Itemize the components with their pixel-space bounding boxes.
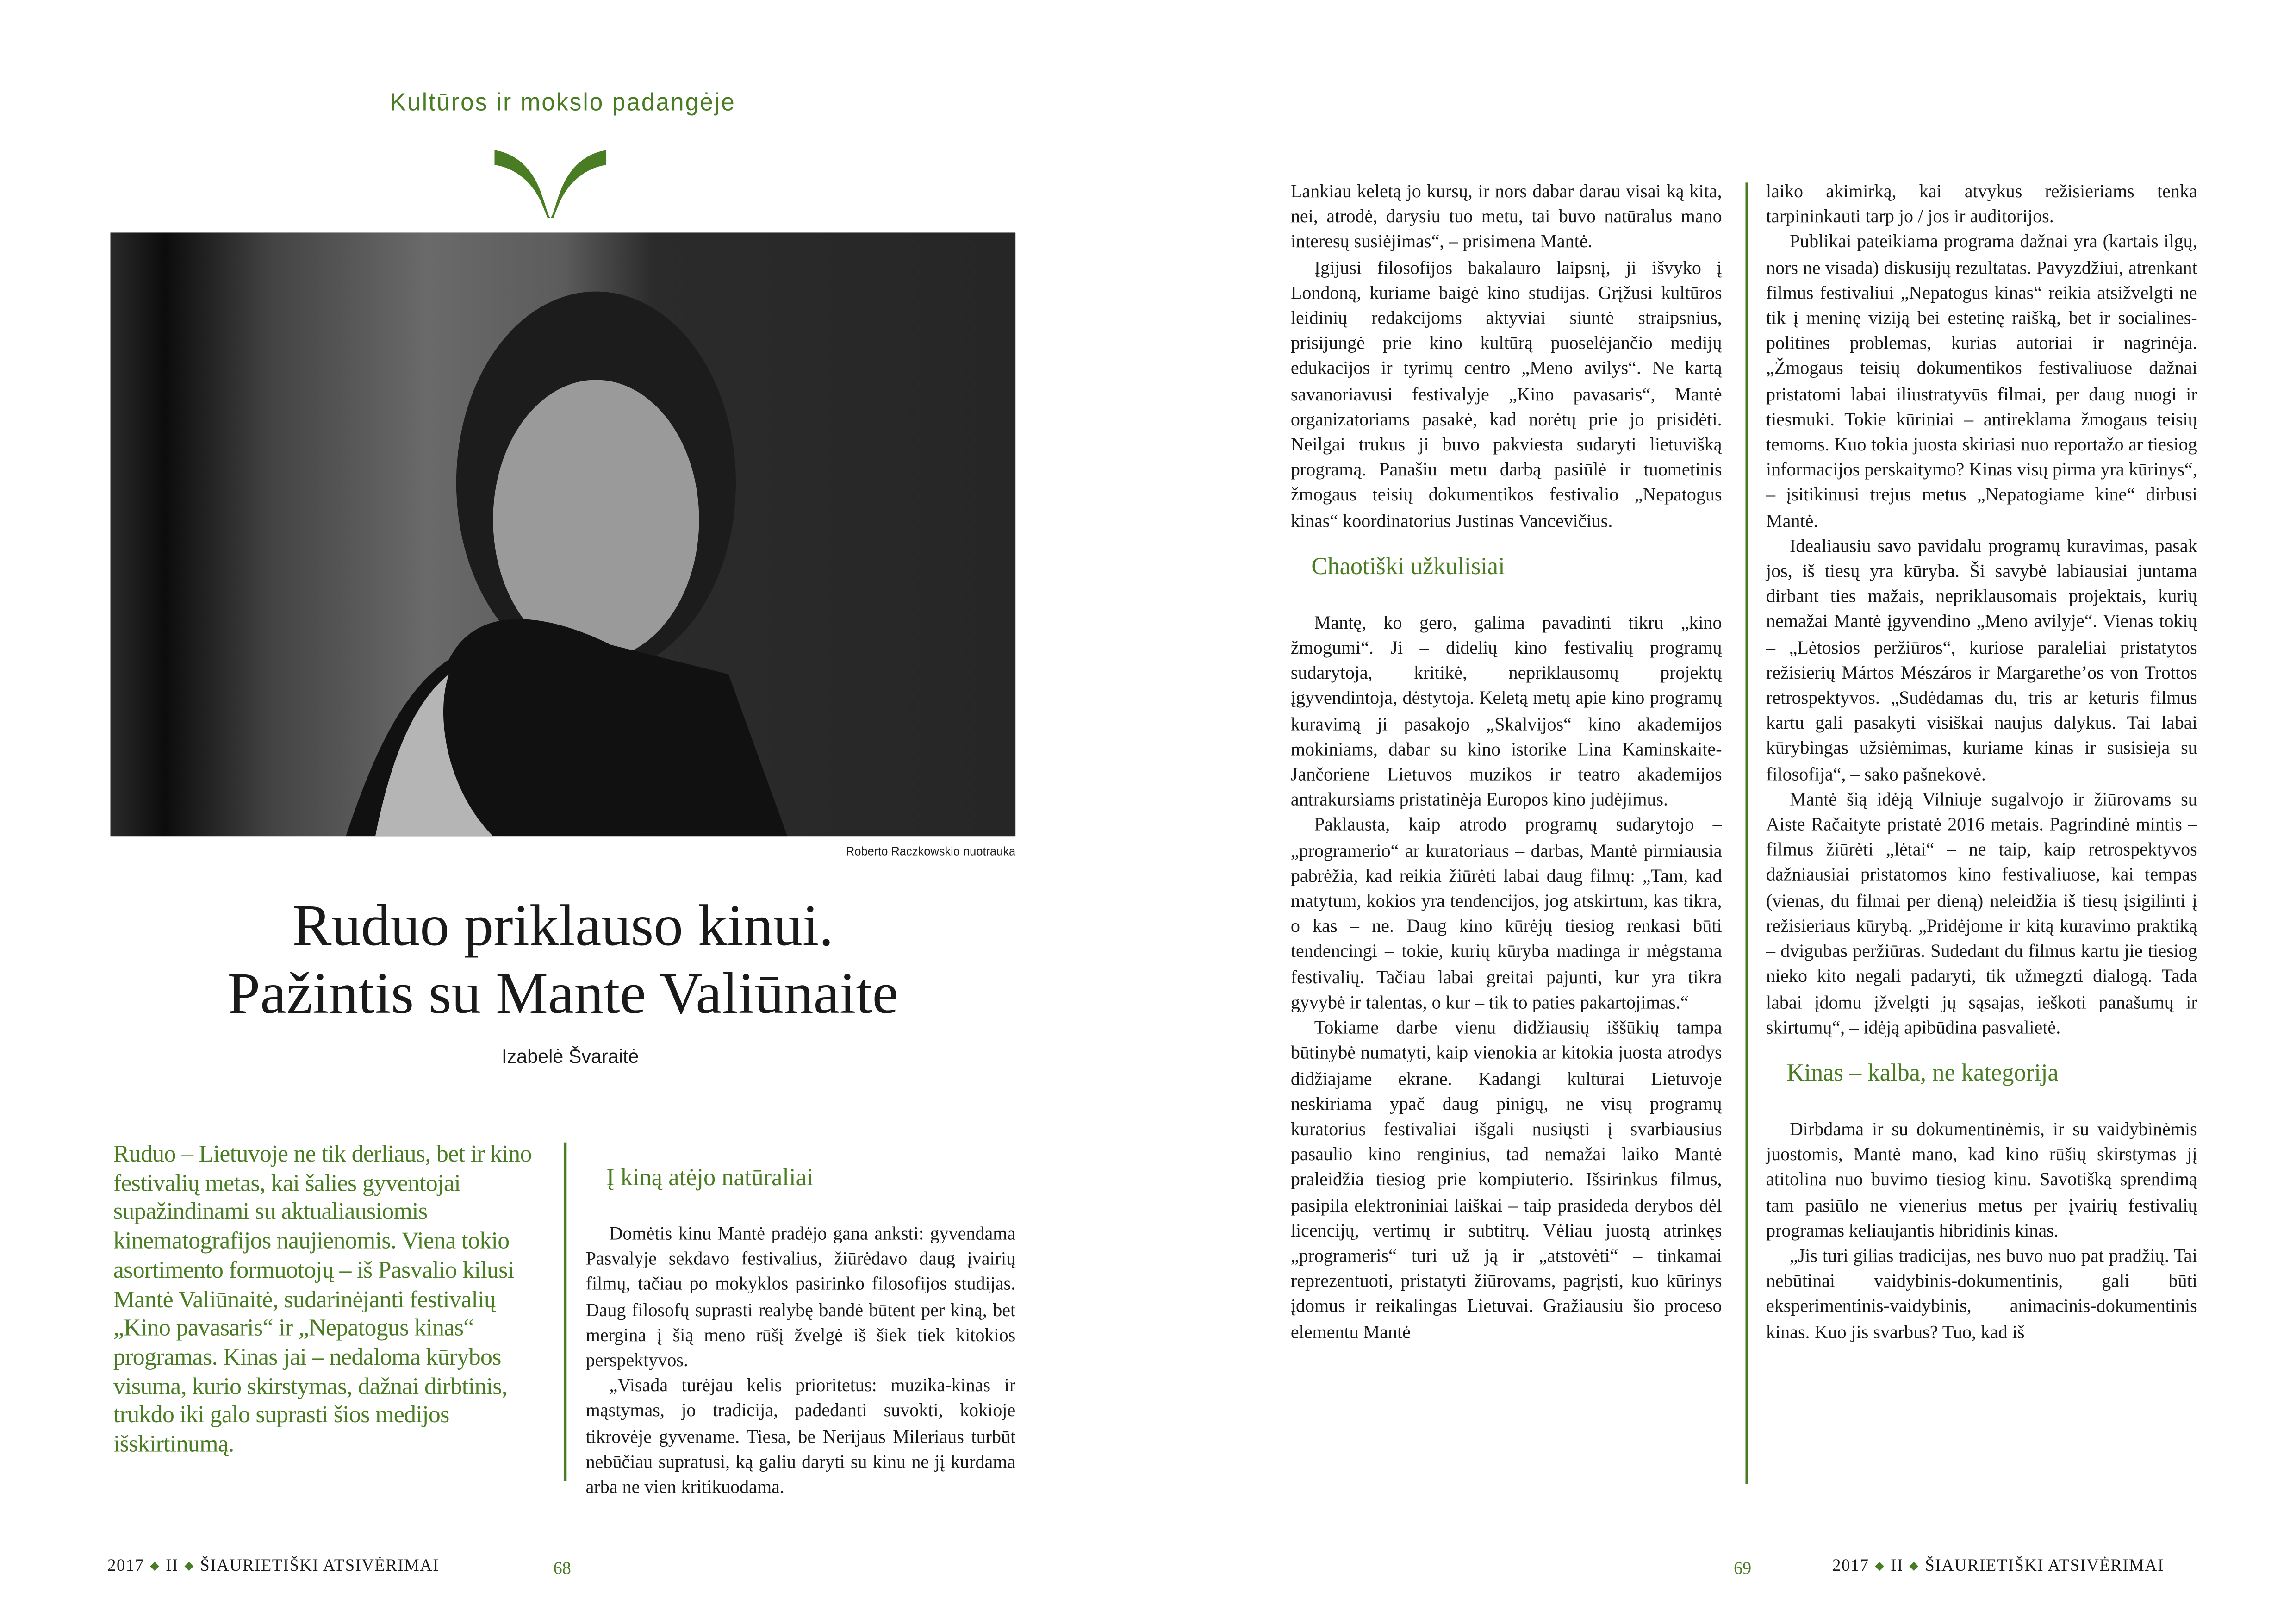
footer-magazine: ŠIAURIETIŠKI ATSIVĖRIMAI bbox=[200, 1557, 440, 1575]
section-title: Kultūros ir mokslo padangėje bbox=[390, 88, 736, 117]
column-divider bbox=[564, 1143, 566, 1481]
paragraph: Domėtis kinu Mantė pradėjo gana anksti: gyvendama Pasvalyje sekdavo festivalius, žiūrėdavo daug įvairių filmų, tačiau po mokyklos pasirinko filosofijos studijas. Daug filosofų suprasti realybę bandė būtent per kiną, bet mergina į šią meno rūšį žvelgė iš šiek tiek kitokios perspektyvos. bbox=[585, 1223, 1016, 1371]
subheading: Kinas – kalba, ne kategorija bbox=[1786, 1058, 2059, 1087]
paragraph: laiko akimirką, kai atvykus režisieriams tenka tarpininkauti tarp jo / jos ir auditorijos. bbox=[1766, 181, 2197, 227]
author-name: Izabelė Švaraitė bbox=[501, 1045, 639, 1068]
page-number-left: 68 bbox=[553, 1557, 571, 1578]
paragraph: Mantė šią idėją Vilniuje sugalvojo ir žiūrovams su Aiste Račaityte pristatė 2016 metais. Pagrindinė mintis – filmus žiūrėti „lėtai“ – ne taip, kaip retrospektyvos dažniausiai pristatomos kino festivaliuose, kai tempas (vienas, du filmai per dieną) neleidžia iš tiesų įsigilinti į režisieriaus kūrybą. „Pridėjome ir kitą kuravimo praktiką – dvigubas peržiūras. Sudedant du filmus kartu jie tiesiog nieko kito negali padaryti, tik užmegzti dialogą. Tada labai įdomu įžvelgti jų sąsajas, ieškoti panašumų ir skirtumų“, – idėją apibūdina pasvalietė. bbox=[1766, 789, 2197, 1037]
paragraph: Idealiausiu savo pavidalu programų kuravimas, pasak jos, iš tiesų yra kūryba. Ši savybė labiausiai juntama dirbant ties mažais, nepriklausomais projektais, kurių nemažai Mantė įgyvendino „Meno avilyje“. Vienas tokių – „Lėtosios peržiūros“, kuriose paraleliai pristatytos režisierių Mártos Mészáros ir Margarethe’os von Trottos retrospektyvos. „Sudėdamas du, tris ar keturis filmus kartu gali pasakyti visiškai naujus dalykus. Tai labai kūrybingas užsiėmimas, kuriame kinas ir susisieja su filosofija“, – sako pašnekovė. bbox=[1766, 536, 2197, 784]
paragraph: Įgijusi filosofijos bakalauro laipsnį, ji išvyko į Londoną, kuriame baigė kino studijas. Grįžusi kultūros leidinių redakcijoms aktyviai siuntė straipsnius, prisijungė prie kino kultūrą puoselėjančio medijų edukacijos ir tyrimų centro „Meno avilys“. Ne kartą savanoriavusi festivalyje „Kino pavasaris“, Mantė organizatoriams pasakė, kad norėtų prie jo prisidėti. Neilgai trukus ji buvo pakviesta sudaryti lietuvišką programą. Panašiu metu darbą pasiūlė ir tuometinis žmogaus teisių dokumentikos festivalio „Nepatogus kinas“ koordinatorius Justinas Vancevičius. bbox=[1290, 257, 1722, 531]
paragraph: Paklausta, kaip atrodo programų sudarytojo – „programerio“ ar kuratoriaus – darbas, Mantė pirmiausia pabrėžia, kad reikia žiūrėti labai daug filmų: „Tam, kad matytum, kokios yra tendencijos, jog atskirtum, kas tikra, o kas – ne. Daug kino kūrėjų tiesiog renkasi būti tendencingi – tokie, kurių kūryba madinga ir mėgstama festivalių. Tačiau labai greitai pajunti, kur yra tikra gyvybė ir talentas, o kur – tik to paties pakartojimas.“ bbox=[1290, 815, 1722, 1013]
footer-issue: II bbox=[1891, 1557, 1904, 1575]
footer-folio-right bbox=[1832, 1557, 2164, 1575]
paragraph: Tokiame darbe vienu didžiausių iššūkių tampa būtinybė numatyti, kaip vienokia ar kitokia juosta atrodys didžiajame ekrane. Kadangi kultūrai Lietuvoje neskiriama ypač daug pinigų, ne visų programų kuratorius festivaliai išgali nusiųsti į svarbiausius pasaulio kino renginius, tad nemažai laiko Mantė praleidžia tiesiog prie kompiuterio. Išsirinkus filmus, pasipila elektroniniai laiškai – taip prasideda derybos dėl licencijų, vertimų ir subtitrų. Vėliau juostą atrinkęs „programeris“ turi už ją ir „atstovėti“ – tinkamai reprezentuoti, pristatyti žiūrovams, pagrįsti, kuo kūrinys įdomus ir reikalingas Lietuvai. Gražiausiu šio proceso elementu Mantė bbox=[1290, 1017, 1722, 1342]
paragraph: Dirbdama ir su dokumentinėmis, ir su vaidybinėmis juostomis, Mantė mano, kad kino rūšių skirstymas jį atitolina nuo buvimo tiesiog kinu. Savotišką sprendimą tam pasiūlo ne vienerius metus per įvairių festivalių programas keliaujantis hibridinis kinas. bbox=[1766, 1118, 2197, 1241]
title-line: Pažintis su Mante Valiūnaite bbox=[227, 960, 899, 1026]
text-column bbox=[1766, 180, 2197, 1345]
leaf-logo-icon bbox=[494, 150, 606, 218]
subheading: Chaotiški užkulisiai bbox=[1311, 552, 1505, 580]
footer-year: 2017 bbox=[1832, 1557, 1869, 1575]
paragraph: „Jis turi gilias tradicijas, nes buvo nuo pat pradžių. Tai nebūtinai vaidybinis-dokumentinis, gali būti eksperimentinis-vaidybinis, animacinis-dokumentinis kinas. Kuo jis svarbus? Tuo, kad iš bbox=[1766, 1245, 2197, 1342]
paragraph: Publikai pateikiama programa dažnai yra (kartais ilgų, nors ne visada) diskusijų rezultatas. Pavyzdžiui, atrenkant filmus festivaliui „Nepatogus kinas“ reikia atsižvelgti ne tik į meninę viziją bei estetinę raišką, bet ir socialines-politines problemas, kurias autoriai ir nagrinėja. „Žmogaus teisių dokumentikos festivaliuose dažnai pristatomi labai iliustratyvūs filmai, per daug nuogi ir tiesmuki. Tokie kūriniai – antireklama žmogaus teisių temoms. Kuo tokia juosta skiriasi nuo reportažo ar tiesiog informacijos perskaitymo? Kinas visų pirma yra kūrinys“, – įsitikinusi trejus metus „Nepatogiame kine“ dirbusi Mantė. bbox=[1766, 231, 2197, 531]
diamond-icon: ◆ bbox=[150, 1559, 160, 1573]
article-title bbox=[111, 892, 1016, 1028]
photo-caption: Roberto Raczkowskio nuotrauka bbox=[846, 845, 1016, 858]
paragraph: Lankiau keletą jo kursų, ir nors dabar darau visai ką kita, nei, atrodė, darysiu tuo metu, tai buvo natūralus mano interesų susiėjimas“, – prisimena Mantė. bbox=[1290, 181, 1722, 253]
footer-issue: II bbox=[166, 1557, 179, 1575]
paragraph: „Visada turėjau kelis prioritetus: muzika-kinas ir mąstymas, jo tradicija, padedanti suvokti, kokioje tikrovėje gyvename. Tiesa, be Nerijaus Mileriaus turbūt nebūčiau supratusi, ką galiu daryti su kinu ne jį kurdama arba ne vien kritikuodama. bbox=[585, 1375, 1016, 1498]
subheading: Į kiną atėjo natūraliai bbox=[606, 1163, 814, 1191]
footer-folio-left bbox=[107, 1557, 439, 1575]
portrait-photo bbox=[111, 232, 1016, 836]
diamond-icon: ◆ bbox=[184, 1559, 194, 1573]
footer-year: 2017 bbox=[107, 1557, 144, 1575]
lead-paragraph: Ruduo – Lietuvoje ne tik derliaus, bet ir kino festivalių metas, kai šalies gyventojai supažindinami su aktualiausiomis kinematografijos naujienomis. Viena tokio asortimento formuotojų – iš Pasvalio kilusi Mantė Valiūnaitė, sudarinėjanti festivalių „Kino pavasaris“ ir „Nepatogus kinas“ programas. Kinas jai – nedaloma kūrybos visuma, kurio skirstymas, dažnai dirbtinis, trukdo iki galo suprasti šios medijos išskirtinumą. bbox=[113, 1139, 532, 1458]
diamond-icon: ◆ bbox=[1875, 1559, 1885, 1573]
text-column bbox=[586, 1145, 1016, 1500]
page-number-right: 69 bbox=[1734, 1557, 1752, 1578]
footer-magazine: ŠIAURIETIŠKI ATSIVĖRIMAI bbox=[1925, 1557, 2165, 1575]
paragraph: Mantę, ko gero, galima pavadinti tikru „kino žmogumi“. Ji – didelių kino festivalių programų sudarytoja, kritikė, nepriklausomų projektų įgyvendintoja, dėstytoja. Keletą metų apie kino programų kuravimą ji pasakojo „Skalvijos“ kino akademijos mokiniams, dabar su kino istorike Lina Kaminskaite-Jančoriene Lietuvos muzikos ir teatro akademijos antrakursiams pristatinėja Europos kino judėjimus. bbox=[1290, 612, 1722, 810]
column-divider bbox=[1745, 182, 1748, 1484]
title-line: Ruduo priklauso kinui. bbox=[292, 892, 834, 959]
diamond-icon: ◆ bbox=[1909, 1559, 1919, 1573]
text-column bbox=[1291, 180, 1722, 1345]
